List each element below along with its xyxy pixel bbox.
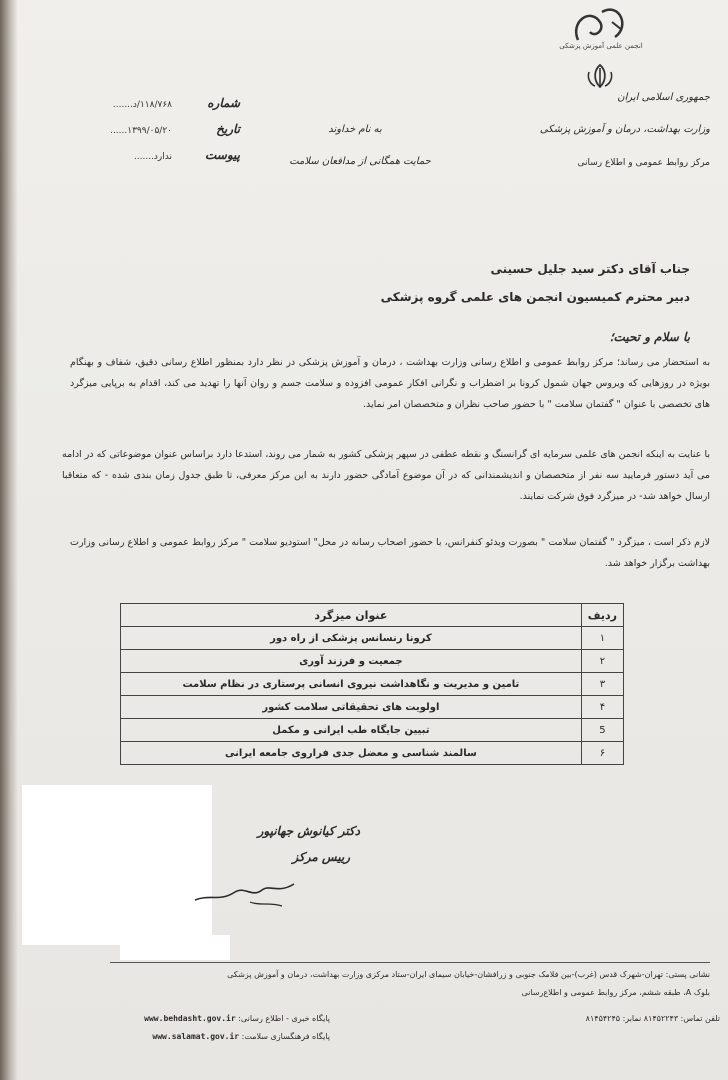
footer-address-line-1: نشانی پستی: تهران-شهرک قدس (غرب)-بین فلامک جنوبی و زرافشان-خیابان سیمای ایران-ستاد مرکزی وزارت بهداشت، درمان و آموزش پزشکی bbox=[227, 970, 710, 979]
row-number: ۴ bbox=[581, 696, 623, 719]
column-header-row-number: ردیف bbox=[581, 604, 623, 627]
slogan: حمایت همگانی از مدافعان سلامت bbox=[289, 156, 431, 167]
table-row bbox=[121, 742, 624, 765]
body-paragraph-1: به استحضار می رساند؛ مرکز روابط عمومی و اطلاع رسانی وزارت بهداشت ، درمان و آموزش پزشکی در نظر دارد بمنظور اطلاع رسانی دقیق، شفاف و بهنگام بویژه در روزهایی که ویروس جهان شمول کرونا بر اضطراب و نگرانی افکار عمومی افزوده و سلامت جسم و روان آنها را تهدید می کند، اقدام به برپایی میزگرد های تخصصی با عنوان " گفتمان سلامت " با حضور صاحب نظران و متخصصان امر نماید. bbox=[70, 357, 710, 410]
table-row bbox=[121, 650, 624, 673]
table-row bbox=[121, 719, 624, 742]
footer-news-site bbox=[110, 1012, 330, 1025]
news-site-label: پایگاه خبری - اطلاع رسانی: bbox=[238, 1014, 330, 1023]
table-row bbox=[121, 696, 624, 719]
row-number: ۲ bbox=[581, 650, 623, 673]
table-row bbox=[121, 627, 624, 650]
row-number: 5 bbox=[581, 719, 623, 742]
footer-phone: تلفن تماس: ۸۱۴۵۲۲۴۳ نمابر: ۸۱۴۵۴۲۴۵ bbox=[585, 1014, 720, 1023]
health-site-url[interactable]: www.salamat.gov.ir bbox=[152, 1032, 240, 1041]
handwritten-signature-icon bbox=[190, 872, 300, 912]
topic-title: جمعیت و فرزند آوری bbox=[121, 650, 582, 673]
signatory-title: رییس مرکز bbox=[292, 850, 350, 864]
topic-title: تبیین جایگاه طب ایرانی و مکمل bbox=[121, 719, 582, 742]
table-row bbox=[121, 673, 624, 696]
greeting: با سلام و تحیت؛ bbox=[609, 330, 690, 344]
ministry-line-2: وزارت بهداشت، درمان و آموزش پزشکی bbox=[539, 124, 710, 135]
footer-address-line-2: بلوک A، طبقه ششم، مرکز روابط عمومی و اطلاع‌رسانی bbox=[521, 988, 710, 997]
roundtable-topics-table bbox=[120, 603, 624, 765]
footer-divider bbox=[110, 962, 710, 963]
letter-date-value: ۱۳۹۹/۰۵/۲۰...... bbox=[110, 126, 172, 136]
redaction-box bbox=[120, 935, 230, 960]
topic-title: سالمند شناسی و معضل جدی فراروی جامعه ایرانی bbox=[121, 742, 582, 765]
signatory-name: دکتر کیانوش جهانپور bbox=[257, 824, 360, 838]
news-site-url[interactable]: www.behdasht.gov.ir bbox=[144, 1014, 236, 1023]
topic-title: تامین و مدیریت و نگاهداشت نیروی انسانی پرستاری در نظام سلامت bbox=[121, 673, 582, 696]
topic-title: کرونا رنسانس پزشکی از راه دور bbox=[121, 627, 582, 650]
center-name: مرکز روابط عمومی و اطلاع رسانی bbox=[577, 158, 710, 168]
row-number: ۶ bbox=[581, 742, 623, 765]
basmala: به نام خداوند bbox=[328, 124, 382, 135]
letter-attachment-value: ندارد....... bbox=[133, 152, 172, 162]
redaction-box bbox=[22, 785, 212, 945]
logo-caption: انجمن علمی آموزش پزشکی bbox=[559, 42, 643, 50]
table-header-row bbox=[121, 604, 624, 627]
recipient-title: دبیر محترم کمیسیون انجمن های علمی گروه پزشکی bbox=[380, 290, 690, 304]
body-paragraph-2: با عنایت به اینکه انجمن های علمی سرمایه ای گرانسنگ و نقطه عطفی در سپهر پزشکی کشور به شمار می روند، استدعا دارد براساس عنوان موضوعاتی که در ادامه می آید دستور فرمایید سه نفر از متخصصان و اندیشمندانی که در آن موضوع آمادگی حضور دارند به این مرکز معرفی، تا طبق جدول زمان بندی شده - که متعاقبا ارسال خواهد شد- در میزگرد فوق شرکت نمایند. bbox=[62, 449, 710, 502]
page-edge-shadow bbox=[0, 0, 18, 1080]
footer-health-site bbox=[110, 1030, 330, 1043]
recipient-name: جناب آقای دکتر سید جلیل حسینی bbox=[490, 262, 690, 276]
health-site-label: پایگاه فرهنگسازی سلامت: bbox=[241, 1032, 330, 1041]
column-header-topic: عنوان میزگرد bbox=[121, 604, 582, 627]
letter-attachment-label: پیوست bbox=[205, 148, 240, 162]
letter-date-label: تاریخ bbox=[216, 122, 240, 136]
iran-emblem-icon bbox=[580, 62, 620, 90]
row-number: ۳ bbox=[581, 673, 623, 696]
row-number: ۱ bbox=[581, 627, 623, 650]
letter-number-label: شماره bbox=[207, 96, 240, 110]
body-paragraph-3: لازم ذکر است ، میزگرد " گفتمان سلامت " بصورت ویدئو کنفرانس، با حضور اصحاب رسانه در محل" استودیو سلامت " مرکز روابط عمومی و اطلاع رسانی وزارت بهداشت برگزار خواهد شد. bbox=[70, 537, 710, 569]
letter-number-value: ۱۱۸/۷۶۸/د....... bbox=[112, 100, 172, 110]
ministry-line-1: جمهوری اسلامی ایران bbox=[617, 92, 710, 103]
topic-title: اولویت های تحقیقاتی سلامت کشور bbox=[121, 696, 582, 719]
